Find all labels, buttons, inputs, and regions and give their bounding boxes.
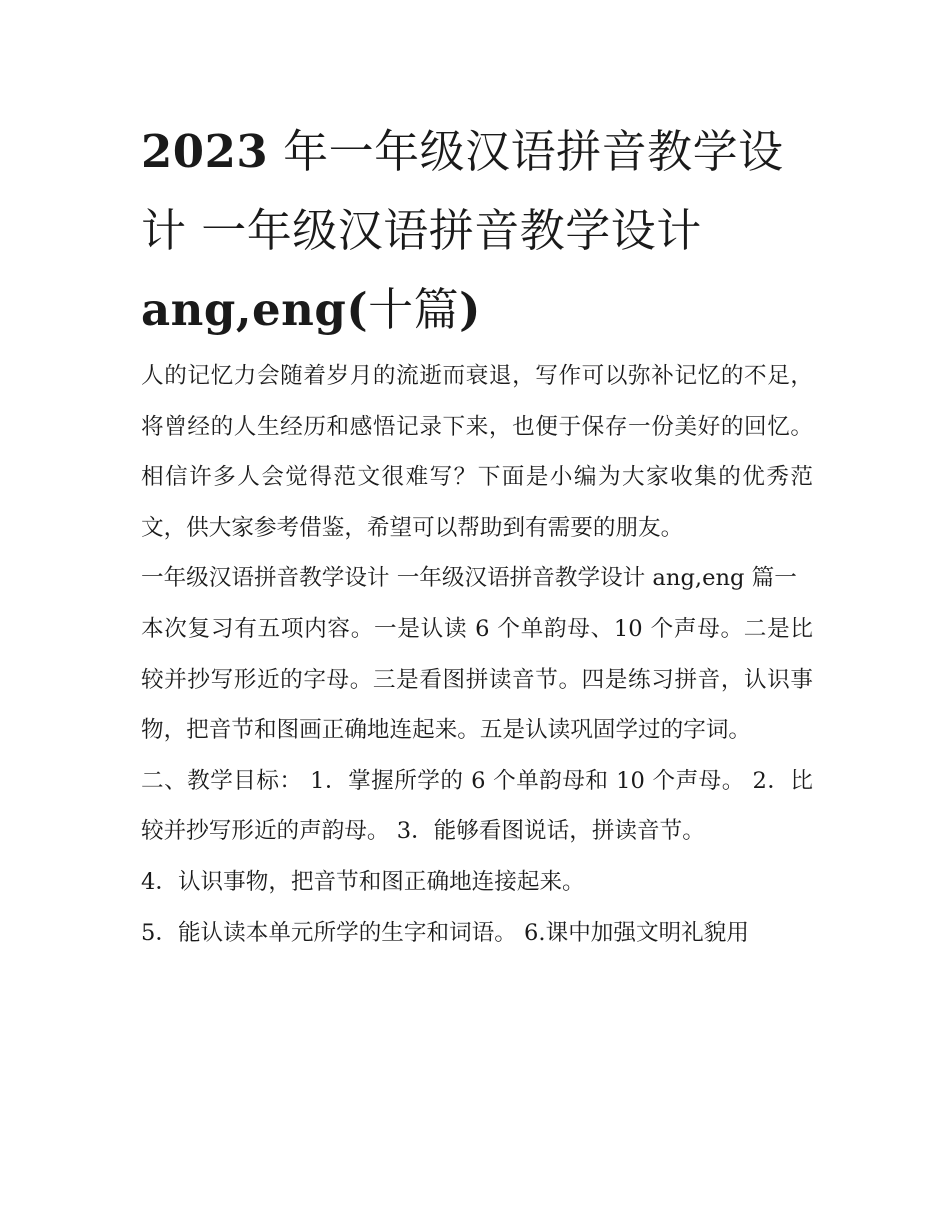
document-title — [141, 112, 813, 349]
title-bold-tail: ang,eng( — [141, 283, 369, 336]
title-paren-text: 十篇 — [368, 283, 460, 336]
document-page — [141, 112, 813, 958]
goal-5-paragraph: 5．能认读本单元所学的生字和词语。 6.课中加强文明礼貌用 — [141, 919, 749, 946]
review-content-paragraph: 本次复习有五项内容。一是认读 6 个单韵母、10 个声母。二是比较并抄写形近的字母。三是看图拼读音节。四是练习拼音，认识事物，把音节和图画正确地连起来。五是认读巩固学过的字词。 — [141, 615, 813, 744]
title-main: 年一年级汉语拼音教学设计 一年级汉语拼音教学设计 — [141, 125, 784, 257]
intro-paragraph: 人的记忆力会随着岁月的流逝而衰退，写作可以弥补记忆的不足，将曾经的人生经历和感悟记录下来，也便于保存一份美好的回忆。相信许多人会觉得范文很难写？下面是小编为大家收集的优秀范文，供大家参考借鉴，希望可以帮助到有需要的朋友。 — [141, 363, 813, 541]
section-heading: 一年级汉语拼音教学设计 一年级汉语拼音教学设计 ang,eng 篇一 — [141, 565, 797, 592]
title-year: 2023 — [141, 125, 269, 178]
title-close: ) — [459, 283, 481, 336]
goal-4-paragraph: 4．认识事物，把音节和图正确地连接起来。 — [141, 868, 585, 895]
teaching-goals-paragraph: 二、教学目标： 1．掌握所学的 6 个单韵母和 10 个声母。 2．比较并抄写形近的声韵母。 3．能够看图说话，拼读音节。 — [141, 767, 813, 845]
